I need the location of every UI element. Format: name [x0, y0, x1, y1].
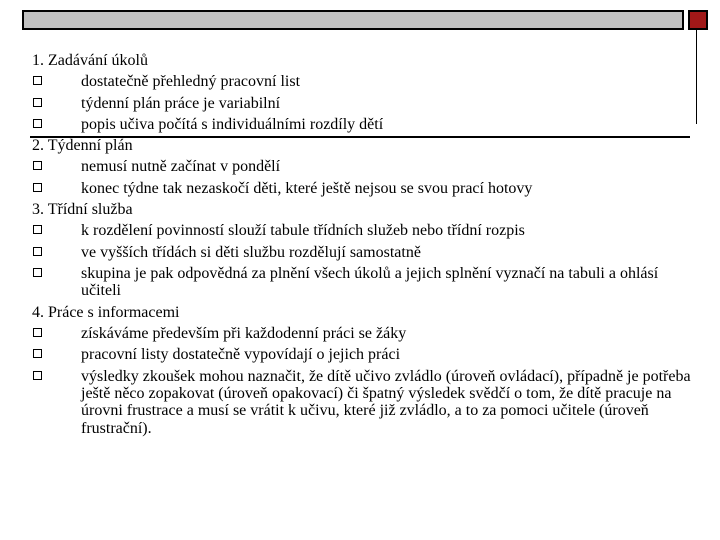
checkbox-bullet-icon	[33, 268, 42, 277]
title-bar	[22, 10, 684, 30]
list-item	[32, 242, 697, 263]
section-heading: 1. Zadávání úkolů	[32, 52, 148, 69]
checkbox-bullet-icon	[33, 328, 42, 337]
checkbox-bullet-icon	[33, 225, 42, 234]
list-item-text: pracovní listy dostatečně vypovídají o jejich práci	[81, 346, 401, 364]
list-item-text: týdenní plán práce je variabilní	[81, 94, 281, 112]
list-item-text: konec týdne tak nezaskočí děti, které ještě nejsou se svou prací hotovy	[81, 179, 533, 197]
list-item	[32, 323, 697, 344]
slide-content	[32, 50, 697, 439]
checkbox-bullet-icon	[33, 98, 42, 107]
list-item	[32, 71, 697, 92]
list-item-text: získáváme především při každodenní práci se žáky	[81, 325, 407, 343]
checkbox-bullet-icon	[33, 119, 42, 128]
list-item-text: k rozdělení povinností slouží tabule třídních služeb nebo třídní rozpis	[81, 222, 525, 240]
list-item	[32, 114, 697, 135]
list-item-text: ve vyšších třídách si děti službu rozdělují samostatně	[81, 243, 421, 261]
checkbox-bullet-icon	[33, 183, 42, 192]
checkbox-bullet-icon	[33, 349, 42, 358]
list-item	[32, 263, 697, 302]
section-heading: 4. Práce s informacemi	[32, 303, 180, 321]
checkbox-bullet-icon	[33, 161, 42, 170]
checkbox-bullet-icon	[33, 247, 42, 256]
section-heading: 3. Třídní služba	[32, 201, 133, 219]
checkbox-bullet-icon	[33, 371, 42, 380]
corner-accent-box	[688, 10, 708, 30]
list-item-text: výsledky zkoušek mohou naznačit, že dítě učivo zvládlo (úroveň ovládací), případně je potřeba ještě něco zopakovat (úroveň opakovací) či špatný výsledek svědčí o tom, že dítě pracuje na úrovni frustrace a musí se vrátit k učivu, které již zvládlo, a to za pomoci učitele (úroveň frustrační).	[81, 367, 691, 437]
list-item	[32, 93, 697, 114]
section-heading: 2. Týdenní plán	[32, 137, 133, 155]
list-item-text: nemusí nutně začínat v pondělí	[81, 158, 281, 176]
list-item-text: skupina je pak odpovědná za plnění všech úkolů a jejich splnění vyznačí na tabuli a ohlásí učiteli	[81, 264, 659, 300]
checkbox-bullet-icon	[33, 76, 42, 85]
list-item	[32, 156, 697, 177]
list-item-text: dostatečně přehledný pracovní list	[81, 73, 301, 91]
list-item	[32, 344, 697, 365]
list-item	[32, 220, 697, 241]
list-item	[32, 366, 697, 440]
list-item-text: popis učiva počítá s individuálními rozdíly dětí	[81, 115, 384, 133]
list-item	[32, 178, 697, 199]
